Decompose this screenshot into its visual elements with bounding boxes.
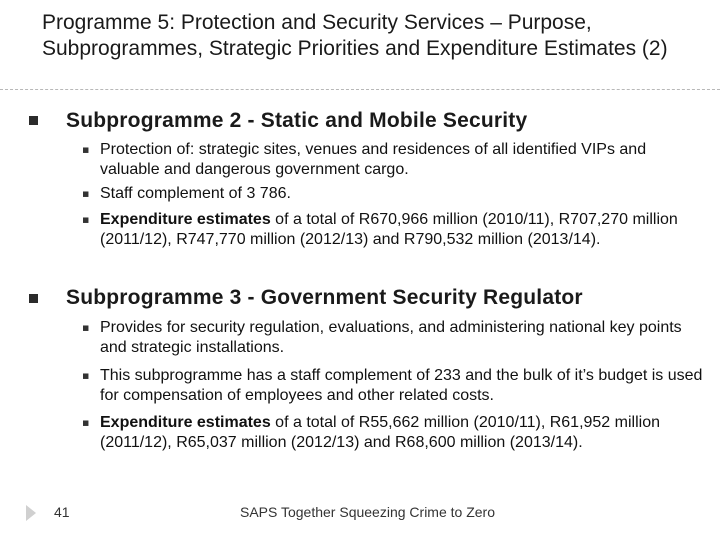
list-item <box>100 140 706 180</box>
item-text: This subprogramme has a staff complement of 233 and the bulk of it’s budget is used for compensation of employees and other related costs. <box>100 367 703 404</box>
list-item <box>100 318 706 358</box>
list-item <box>100 366 706 406</box>
bullet-icon: ▪ <box>82 369 90 382</box>
bullet-icon: ▪ <box>82 416 90 429</box>
item-text: Provides for security regulation, evaluations, and administering national key points and strategic installations. <box>100 319 682 356</box>
list-item <box>100 413 706 453</box>
footer-text: SAPS Together Squeezing Crime to Zero <box>240 504 495 520</box>
slide-title: Programme 5: Protection and Security Services – Purpose, Subprogrammes, Strategic Priorities and Expenditure Estimates (2) <box>42 11 668 60</box>
item-text: of a total of R670,966 million (2010/11), R707,270 million (2011/12), R747,770 million (2012/13) and R790,532 million (2013/14). <box>100 211 678 248</box>
section-heading: Subprogramme 3 - Government Security Regulator <box>66 286 583 309</box>
footer-arrow-icon <box>26 505 36 521</box>
bullet-icon: ▪ <box>82 213 90 226</box>
page-number: 41 <box>54 504 70 520</box>
square-bullet-icon <box>29 294 38 303</box>
section-heading: Subprogramme 2 - Static and Mobile Security <box>66 109 528 132</box>
item-text: of a total of R55,662 million (2010/11), R61,952 million (2011/12), R65,037 million (2012/13) and R68,600 million (2013/14). <box>100 414 660 451</box>
square-bullet-icon <box>29 116 38 125</box>
item-text: Protection of: strategic sites, venues and residences of all identified VIPs and valuable and dangerous government cargo. <box>100 141 647 178</box>
bullet-icon: ▪ <box>82 321 90 334</box>
list-item <box>100 210 706 250</box>
bullet-icon: ▪ <box>82 187 90 200</box>
list-item <box>100 184 706 204</box>
item-text: Staff complement of 3 786. <box>100 185 291 202</box>
title-divider <box>0 89 720 90</box>
bullet-icon: ▪ <box>82 143 90 156</box>
item-emphasis: Expenditure estimates <box>100 414 271 431</box>
item-emphasis: Expenditure estimates <box>100 211 271 228</box>
